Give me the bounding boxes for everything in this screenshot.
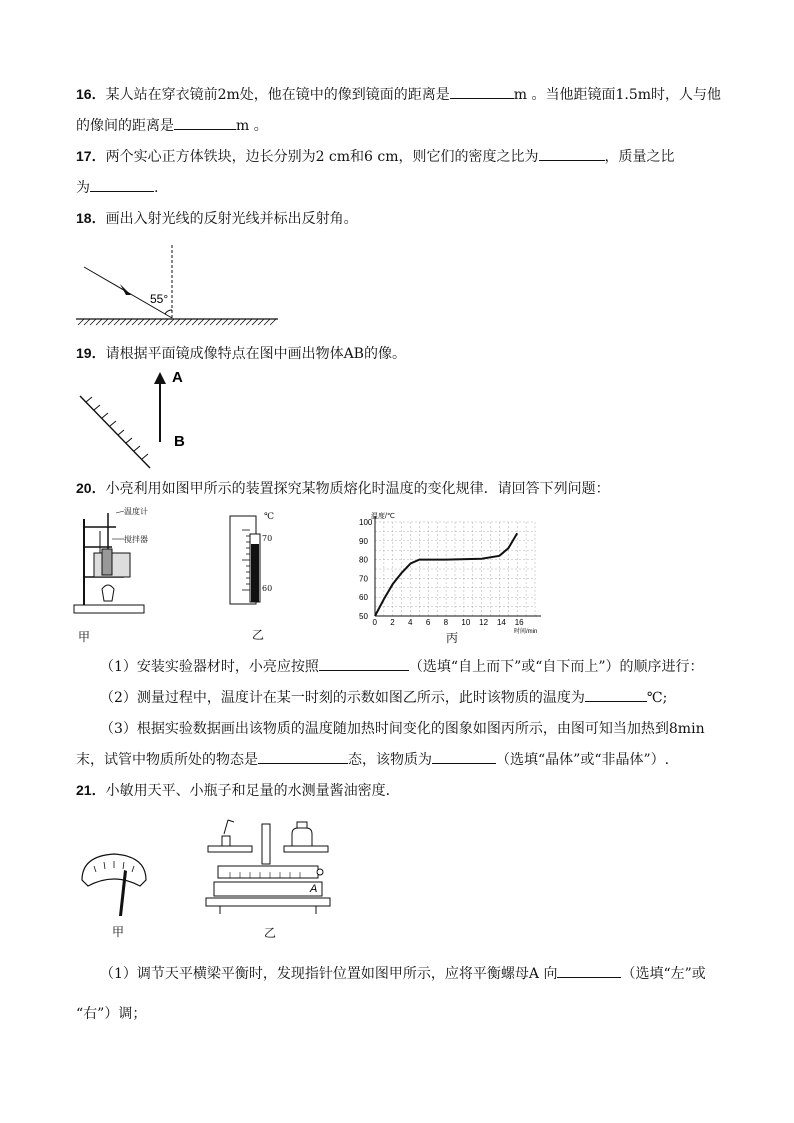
q21-text: 小敏用天平、小瓶子和足量的水测量酱油密度． xyxy=(105,783,400,799)
q17-number: 17． xyxy=(76,148,106,164)
q16-blank-1[interactable] xyxy=(450,85,514,99)
q20-sub2-text: （2）测量过程中，温度计在某一时刻的示数如图乙所示，此时该物质的温度为 xyxy=(100,690,585,706)
x-tick-label: 14 xyxy=(496,618,506,627)
label-thermometer: 温度计 xyxy=(124,507,148,516)
q18-figure xyxy=(74,243,284,329)
mirror-hatching xyxy=(86,397,148,459)
bottle-icon xyxy=(292,828,312,846)
label-a-nut: A xyxy=(310,883,318,895)
q20-sub1-text-2: （选填“自上而下”或“自下而上”）的顺序进行： xyxy=(408,659,704,675)
x-tick-label: 10 xyxy=(461,618,471,627)
q20-sub1 xyxy=(100,656,704,676)
y-tick-label: 100 xyxy=(359,518,373,527)
q19-number: 19． xyxy=(76,345,106,361)
q20-blank-2[interactable] xyxy=(585,688,647,702)
q16-text: 某人站在穿衣镜前2m处，他在镜中的像到镜面的距离是 xyxy=(105,87,450,103)
q18-line xyxy=(76,208,358,228)
q20-sub2-text-2: ℃; xyxy=(646,690,668,706)
q16-line2 xyxy=(76,115,268,135)
q17-blank-2[interactable] xyxy=(90,178,154,192)
q17-text-2: ，质量之比 xyxy=(604,149,675,165)
dial-icon xyxy=(82,854,146,886)
leader-1 xyxy=(116,511,124,513)
q20-blank-4[interactable] xyxy=(432,750,496,764)
q16-text-4: m 。 xyxy=(236,118,268,134)
liquid-column xyxy=(251,544,259,602)
q20-blank-3[interactable] xyxy=(258,750,348,764)
burner-icon xyxy=(102,585,114,601)
y-axis-label: 温度/℃ xyxy=(371,513,395,520)
q16-text-3: 的像间的距离是 xyxy=(76,118,174,134)
caption-yi: 乙 xyxy=(252,628,265,642)
y-tick-label: 90 xyxy=(359,536,368,546)
q21-sub1-text: （1）调节天平横梁平衡时，发现指针位置如图甲所示，应将平衡螺母A 向 xyxy=(100,966,558,982)
q20-text: 小亮利用如图甲所示的装置探究某物质熔化时温度的变化规律．请回答下列问题： xyxy=(105,481,610,497)
fig-bing-chart xyxy=(345,506,545,635)
q18-number: 18． xyxy=(76,210,106,226)
tick-70: 70 xyxy=(262,534,273,543)
mirror-hatching xyxy=(78,319,276,325)
q20-sub3-text: （3）根据实验数据画出该物质的温度随加热时间变化的图象如图丙所示，由图可知当加热到8min xyxy=(100,721,705,737)
x-tick-label: 16 xyxy=(514,618,524,627)
q21-sub1-text-2: （选填“左”或 xyxy=(621,966,706,982)
q19-line xyxy=(76,343,406,363)
q18-text: 画出入射光线的反射光线并标出反射角。 xyxy=(105,211,358,227)
tweezers-icon xyxy=(224,820,234,834)
q20-sub3-text-4: （选填“晶体”或“非晶体”）. xyxy=(496,752,670,768)
caption-bing: 丙 xyxy=(446,631,459,645)
q17-text: 两个实心正方体铁块，边长分别为2 cm和6 cm，则它们的密度之比为 xyxy=(105,149,539,165)
q21-line xyxy=(76,780,400,800)
y-tick-label: 60 xyxy=(359,593,368,603)
x-axis-label: 时间/min xyxy=(514,629,538,635)
chart-axes xyxy=(375,516,541,616)
q20-sub2 xyxy=(100,687,667,707)
arrow-up-icon xyxy=(154,372,166,384)
q16-text-2: m 。当他距镜面1.5m时，人与他 xyxy=(513,87,722,103)
q20-sub3 xyxy=(100,718,705,738)
tick-60: 60 xyxy=(262,584,273,593)
x-tick-label: 6 xyxy=(425,618,431,627)
x-tick-label: 4 xyxy=(408,618,413,627)
angle-arc xyxy=(165,310,172,314)
center-post xyxy=(262,824,270,864)
angle-label: 55° xyxy=(150,292,169,306)
q17-line1 xyxy=(76,146,675,166)
test-tube-icon xyxy=(102,549,112,575)
x-tick-label: 8 xyxy=(443,618,449,627)
x-tick-label: 0 xyxy=(372,618,377,627)
caption-yi-2: 乙 xyxy=(264,926,277,940)
q19-figure xyxy=(74,366,214,470)
label-stirrer: 搅拌器 xyxy=(124,535,148,544)
q20-sub3-line2 xyxy=(76,749,669,769)
label-b: B xyxy=(174,433,185,450)
plane-mirror xyxy=(80,396,150,468)
q20-line xyxy=(76,478,610,498)
q17-text-4: . xyxy=(154,180,159,196)
fig-balance xyxy=(200,818,330,920)
q16-line1 xyxy=(76,84,721,104)
left-pan xyxy=(208,846,252,852)
q17-blank-1[interactable] xyxy=(539,147,605,161)
q21-sub1-text-3: “右”）调； xyxy=(76,1006,147,1022)
balance-nut-a[interactable] xyxy=(317,869,323,875)
q20-blank-1[interactable] xyxy=(319,657,409,671)
x-tick-label: 12 xyxy=(479,618,489,627)
q20-sub3-text-2: 末，试管中物质所处的物态是 xyxy=(76,752,258,768)
y-tick-label: 70 xyxy=(359,574,368,584)
caption-jia-2: 甲 xyxy=(112,925,125,939)
bottle-cap xyxy=(297,822,307,828)
caption-jia: 甲 xyxy=(78,630,91,644)
q20-sub1-text: （1）安装实验器材时，小亮应按照 xyxy=(100,659,319,675)
fig-yi-thermometer xyxy=(222,514,282,606)
arrow-icon xyxy=(120,284,131,295)
weight-icon xyxy=(222,836,230,846)
q19-text: 请根据平面镜成像特点在图中画出物体AB的像。 xyxy=(105,346,406,362)
base-stand xyxy=(74,605,144,613)
balance-base xyxy=(214,882,322,896)
q21-blank-1[interactable] xyxy=(557,964,621,978)
q16-number: 16． xyxy=(76,86,106,102)
q17-line2 xyxy=(76,177,158,197)
q16-blank-2[interactable] xyxy=(174,116,236,130)
q20-sub3-text-3: 态，该物质为 xyxy=(348,752,432,768)
unit-celsius: ℃ xyxy=(264,512,275,522)
q21-sub1-line2 xyxy=(76,1003,146,1023)
right-pan xyxy=(284,846,328,852)
beam xyxy=(218,866,318,878)
q20-number: 20． xyxy=(76,480,106,496)
x-tick-label: 2 xyxy=(390,618,395,627)
y-tick-label: 80 xyxy=(359,555,368,565)
chart-grid xyxy=(375,522,535,616)
label-a: A xyxy=(172,369,183,386)
balance-foot xyxy=(206,898,330,906)
q21-sub1 xyxy=(100,963,706,983)
fig-jia-apparatus xyxy=(72,505,152,615)
q17-text-3: 为 xyxy=(76,180,90,196)
y-tick-label: 50 xyxy=(359,612,368,621)
q21-number: 21． xyxy=(76,782,106,798)
